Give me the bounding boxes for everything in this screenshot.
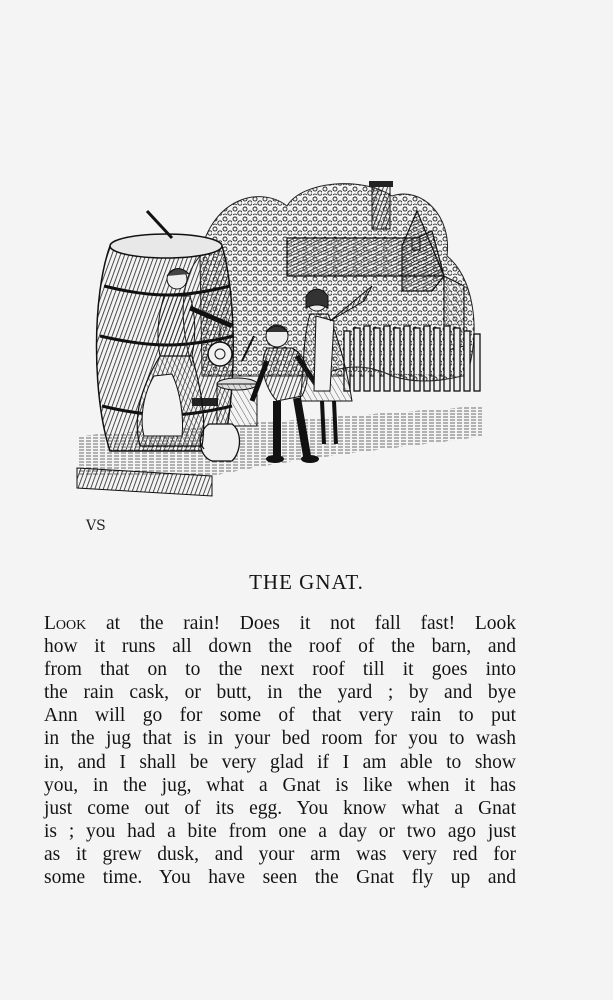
drop-word: Look: [44, 613, 87, 634]
text-line: the rain cask, or butt, in the yard ; by and bye: [44, 682, 516, 704]
text-line: as it grew dusk, and your arm was very red for: [44, 843, 516, 865]
text-line: in, and I shall be very glad if I am able to show: [44, 751, 516, 773]
text-line: from that on to the next roof till it goes into: [44, 659, 516, 681]
text-line: you, in the jug, what a Gnat is like when it has: [44, 774, 516, 796]
text-line: [44, 612, 516, 635]
text-line: just come out of its egg. You know what a Gnat: [44, 797, 516, 819]
engraver-monogram: VS: [86, 518, 106, 534]
text-line: is ; you had a bite from one a day or two ago just: [44, 820, 516, 842]
rain-cask-engraving: [72, 176, 488, 536]
body-paragraph: [44, 612, 516, 889]
text-line: in the jug that is in your bed room for you to wash: [44, 728, 516, 750]
text-line: how it runs all down the roof of the barn, and: [44, 636, 516, 658]
text-line-content: at the rain! Does it not fall fast! Look: [86, 613, 516, 634]
text-line: Ann will go for some of that very rain to put: [44, 705, 516, 727]
text-line: some time. You have seen the Gnat fly up and: [44, 867, 516, 889]
chapter-title: THE GNAT.: [249, 570, 364, 594]
